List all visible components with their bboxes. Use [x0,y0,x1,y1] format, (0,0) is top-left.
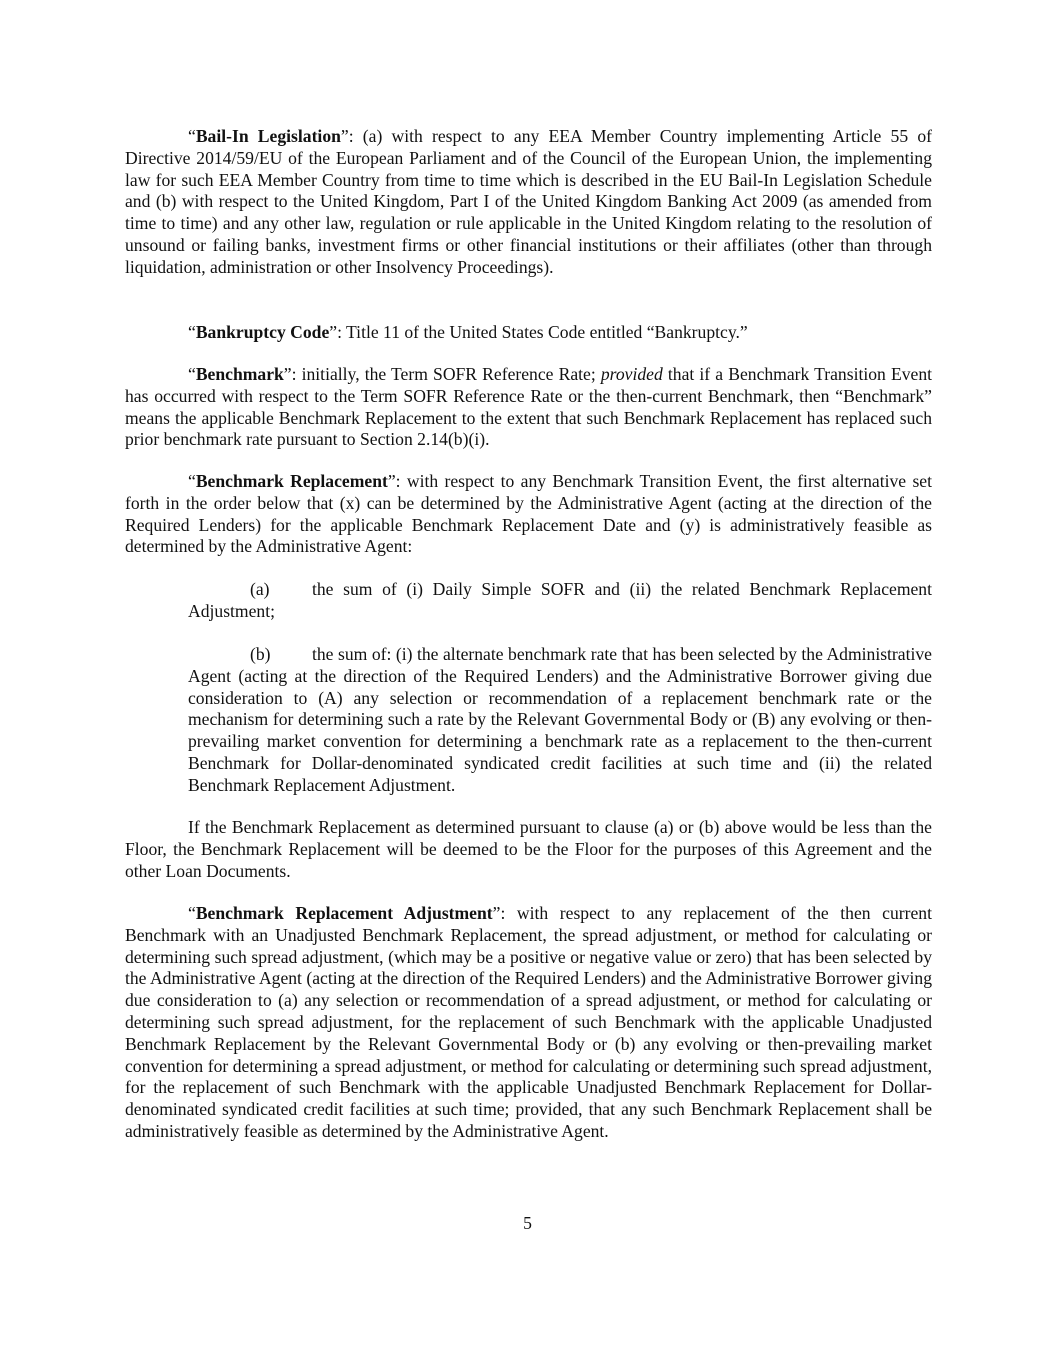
defined-term: Benchmark Replacement [195,471,388,491]
definition-benchmark-replacement [125,471,932,558]
clause-b-text: the sum of: (i) the alternate benchmark rate that has been selected by the Administrative Agent (acting at the direction of the Required Lenders) and the Administrative Borrower giving due consideration to (A) any selection or recommendation of a replacement benchmark rate or the mechanism for determining such a rate by the Relevant Governmental Body or (B) any evolving or then-prevailing market convention for determining a benchmark rate as a replacement to the then-current Benchmark for Dollar-denominated syndicated credit facilities at such time and (ii) the related Benchmark Replacement Adjustment. [188,644,932,795]
open-quote: “ [188,903,196,923]
open-quote: “ [188,322,196,342]
definition-text: : initially, the Term SOFR Reference Rate; [291,364,601,384]
close-quote: ” [340,126,349,146]
definition-bankruptcy-code [125,322,932,344]
italic-provided: provided [600,364,663,384]
clause-a-label: (a) [250,579,270,599]
close-quote: ” [283,364,292,384]
defined-term: Benchmark [195,364,284,384]
clause-b [188,644,932,797]
definition-benchmark [125,364,932,451]
open-quote: “ [188,126,196,146]
page-number: 5 [523,1213,532,1233]
defined-term: Benchmark Replacement Adjustment [195,903,493,923]
close-quote: ” [329,322,338,342]
definition-text-continued: that if a Benchmark Transition Event has occurred with respect to the Term SOFR Reference Rate or the then-current Benchmark, then “Benchmark” means the applicable Benchmark Replacement to the extent that such Benchmark Replacement has replaced such prior benchmark rate pursuant to Section 2.14(b)(i). [125,364,932,450]
definition-bail-in-legislation [125,126,932,279]
floor-paragraph: If the Benchmark Replacement as determined pursuant to clause (a) or (b) above would be less than the Floor, the Benchmark Replacement will be deemed to be the Floor for the purposes of this Agreement and the other Loan Documents. [125,817,932,881]
defined-term: Bankruptcy Code [195,322,330,342]
definition-text: : (a) with respect to any EEA Member Country implementing Article 55 of Directive 2014/59/EU of the European Parliament and of the Council of the European Union, the implementing law for such EEA Member Country from time to time which is described in the EU Bail-In Legislation Schedule and (b) with respect to the United Kingdom, Part I of the United Kingdom Banking Act 2009 (as amended from time to time) and any other law, regulation or rule applicable in the United Kingdom relating to the resolution of unsound or failing banks, investment firms or other financial institutions or their affiliates (other than through liquidation, administration or other Insolvency Proceedings). [125,126,932,277]
open-quote: “ [188,364,196,384]
definition-text: : with respect to any Benchmark Transition Event, the first alternative set forth in the order below that (x) can be determined by the Administrative Agent (acting at the direction of the Required Lenders) for the applicable Benchmark Replacement Date and (y) is administratively feasible as determined by the Administrative Agent: [125,471,932,557]
close-quote: ” [387,471,396,491]
open-quote: “ [188,471,196,491]
clause-a-text: the sum of (i) Daily Simple SOFR and (ii) the related Benchmark Replacement Adjustment; [188,579,932,621]
definition-text: : with respect to any replacement of the then current Benchmark with an Unadjusted Benchmark Replacement, the spread adjustment, or method for calculating or determining such spread adjustment, (which may be a positive or negative value or zero) that has been selected by the Administrative Agent (acting at the direction of the Required Lenders) and the Administrative Borrower giving due consideration to (a) any selection or recommendation of a spread adjustment, or method for calculating or determining such spread adjustment, for the replacement of such Benchmark with the applicable Unadjusted Benchmark Replacement by the Relevant Governmental Body or (b) any evolving or then-prevailing market convention for determining a spread adjustment, or method for calculating or determining such spread adjustment, for the replacement of such Benchmark with the applicable Unadjusted Benchmark Replacement for Dollar-denominated syndicated credit facilities at such time; provided, that any such Benchmark Replacement shall be administratively feasible as determined by the Administrative Agent. [125,903,932,1141]
definition-benchmark-replacement-adjustment [125,903,932,1143]
close-quote: ” [492,903,501,923]
definition-text: : Title 11 of the United States Code entitled “Bankruptcy.” [337,322,748,342]
clause-a [188,579,932,623]
clause-b-label: (b) [250,644,271,664]
defined-term: Bail-In Legislation [195,126,341,146]
